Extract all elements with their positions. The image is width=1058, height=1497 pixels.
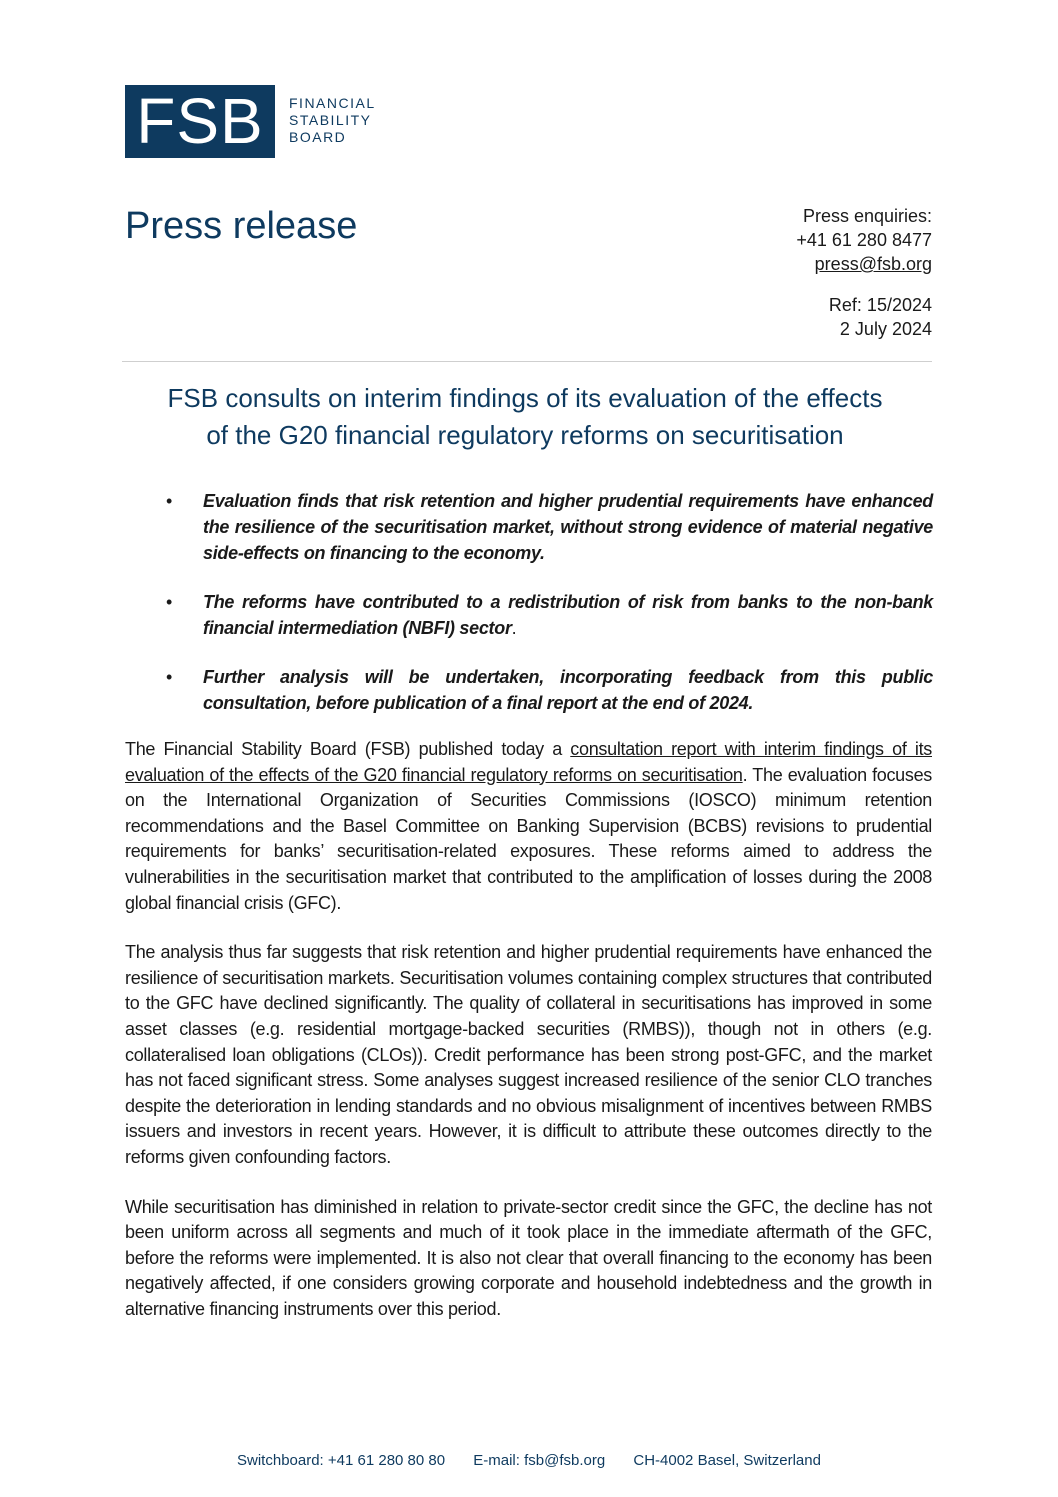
key-finding-item	[160, 664, 933, 716]
key-finding-item	[160, 488, 933, 566]
key-findings-list	[160, 488, 933, 739]
logo-mark: FSB	[125, 85, 275, 158]
page-title: Press release	[125, 205, 358, 247]
fsb-logo	[125, 85, 376, 158]
reference-number: Ref: 15/2024	[828, 295, 932, 315]
logo-line-stability: STABILITY	[289, 112, 372, 128]
press-contact	[796, 204, 932, 276]
paragraph-3: While securitisation has diminished in relation to private-sector credit since the GFC, the decline has not been uniform across all segments and much of it took place in the immediate aftermath of the GFC, before the reforms were implemented. It is also not clear that overall financing to the economy has been negatively affected, if one considers growing corporate and household indebtedness and the growth in alternative financing instruments over this period.	[125, 1196, 932, 1319]
paragraph-1: The Financial Stability Board (FSB) published today a consultation report with interim findings of its evaluation of the effects of the G20 financial regulatory reforms on securitisation. The evaluation focuses on the International Organization of Securities Commissions (IOSCO) minimum retention recommendations and the Basel Committee on Banking Supervision (BCBS) revisions to prudential requirements for banks’ securitisation-related exposures. These reforms aimed to address the vulnerabilities in the securitisation market that contributed to the amplification of losses during the 2008 global financial crisis (GFC).	[125, 739, 933, 913]
key-finding-item: • The reforms have contributed to a redistribution of risk from banks to the non-bank financial intermediation (NBFI) sector.	[160, 589, 933, 641]
consultation-report-link[interactable]: consultation report with interim findings of its evaluation of the effects of the G20 financial regulatory reforms on securitisation	[125, 739, 932, 785]
header-divider	[122, 361, 932, 362]
bullet-icon: •	[166, 592, 173, 612]
footer	[0, 1452, 1058, 1469]
release-date: 2 July 2024	[839, 319, 932, 339]
logo-wordmark	[289, 95, 376, 146]
contact-phone: +41 61 280 8477	[796, 230, 932, 250]
key-finding-text: The reforms have contributed to a redistribution of risk from banks to the non-bank financial intermediation (NBFI) sector	[203, 592, 933, 638]
paragraph-2: The analysis thus far suggests that risk retention and higher prudential requirements have enhanced the resilience of securitisation markets. Securitisation volumes containing complex structures that contributed to the GFC have declined significantly. The quality of collateral in securitisations has improved in some asset classes (e.g. residential mortgage-backed securities (RMBS)), though not in others (e.g. collateralised loan obligations (CLOs)). Credit performance has been strong post-GFC, and the market has not faced significant stress. Some analyses suggest increased resilience of the senior CLO tranches despite the deterioration in lending standards and no obvious misalignment of incentives between RMBS issuers and investors in recent years. However, it is difficult to attribute these outcomes directly to the reforms given confounding factors.	[125, 942, 932, 1167]
footer-switchboard: Switchboard: +41 61 280 80 80	[237, 1452, 446, 1469]
bullet-icon: •	[166, 491, 173, 511]
bullet-icon: •	[166, 667, 173, 687]
footer-address: CH-4002 Basel, Switzerland	[633, 1452, 821, 1469]
logo-line-financial: FINANCIAL	[289, 95, 376, 111]
headline-line-1: FSB consults on interim findings of its evaluation of the effects	[167, 383, 883, 413]
headline-line-2: of the G20 financial regulatory reforms on securitisation	[206, 420, 844, 450]
key-finding-text: Further analysis will be undertaken, incorporating feedback from this public consultation, before publication of a final report at the end of 2024.	[203, 667, 933, 713]
headline	[110, 380, 940, 454]
body-text	[125, 737, 932, 1346]
reference-block	[829, 293, 932, 341]
footer-email: E-mail: fsb@fsb.org	[473, 1452, 606, 1469]
contact-email-link[interactable]: press@fsb.org	[814, 254, 932, 274]
logo-line-board: BOARD	[289, 129, 347, 145]
contact-label: Press enquiries:	[802, 206, 932, 226]
key-finding-text: Evaluation finds that risk retention and higher prudential requirements have enhanced the resilience of the securitisation market, without strong evidence of material negative side-effects on financing to the economy.	[203, 491, 933, 563]
